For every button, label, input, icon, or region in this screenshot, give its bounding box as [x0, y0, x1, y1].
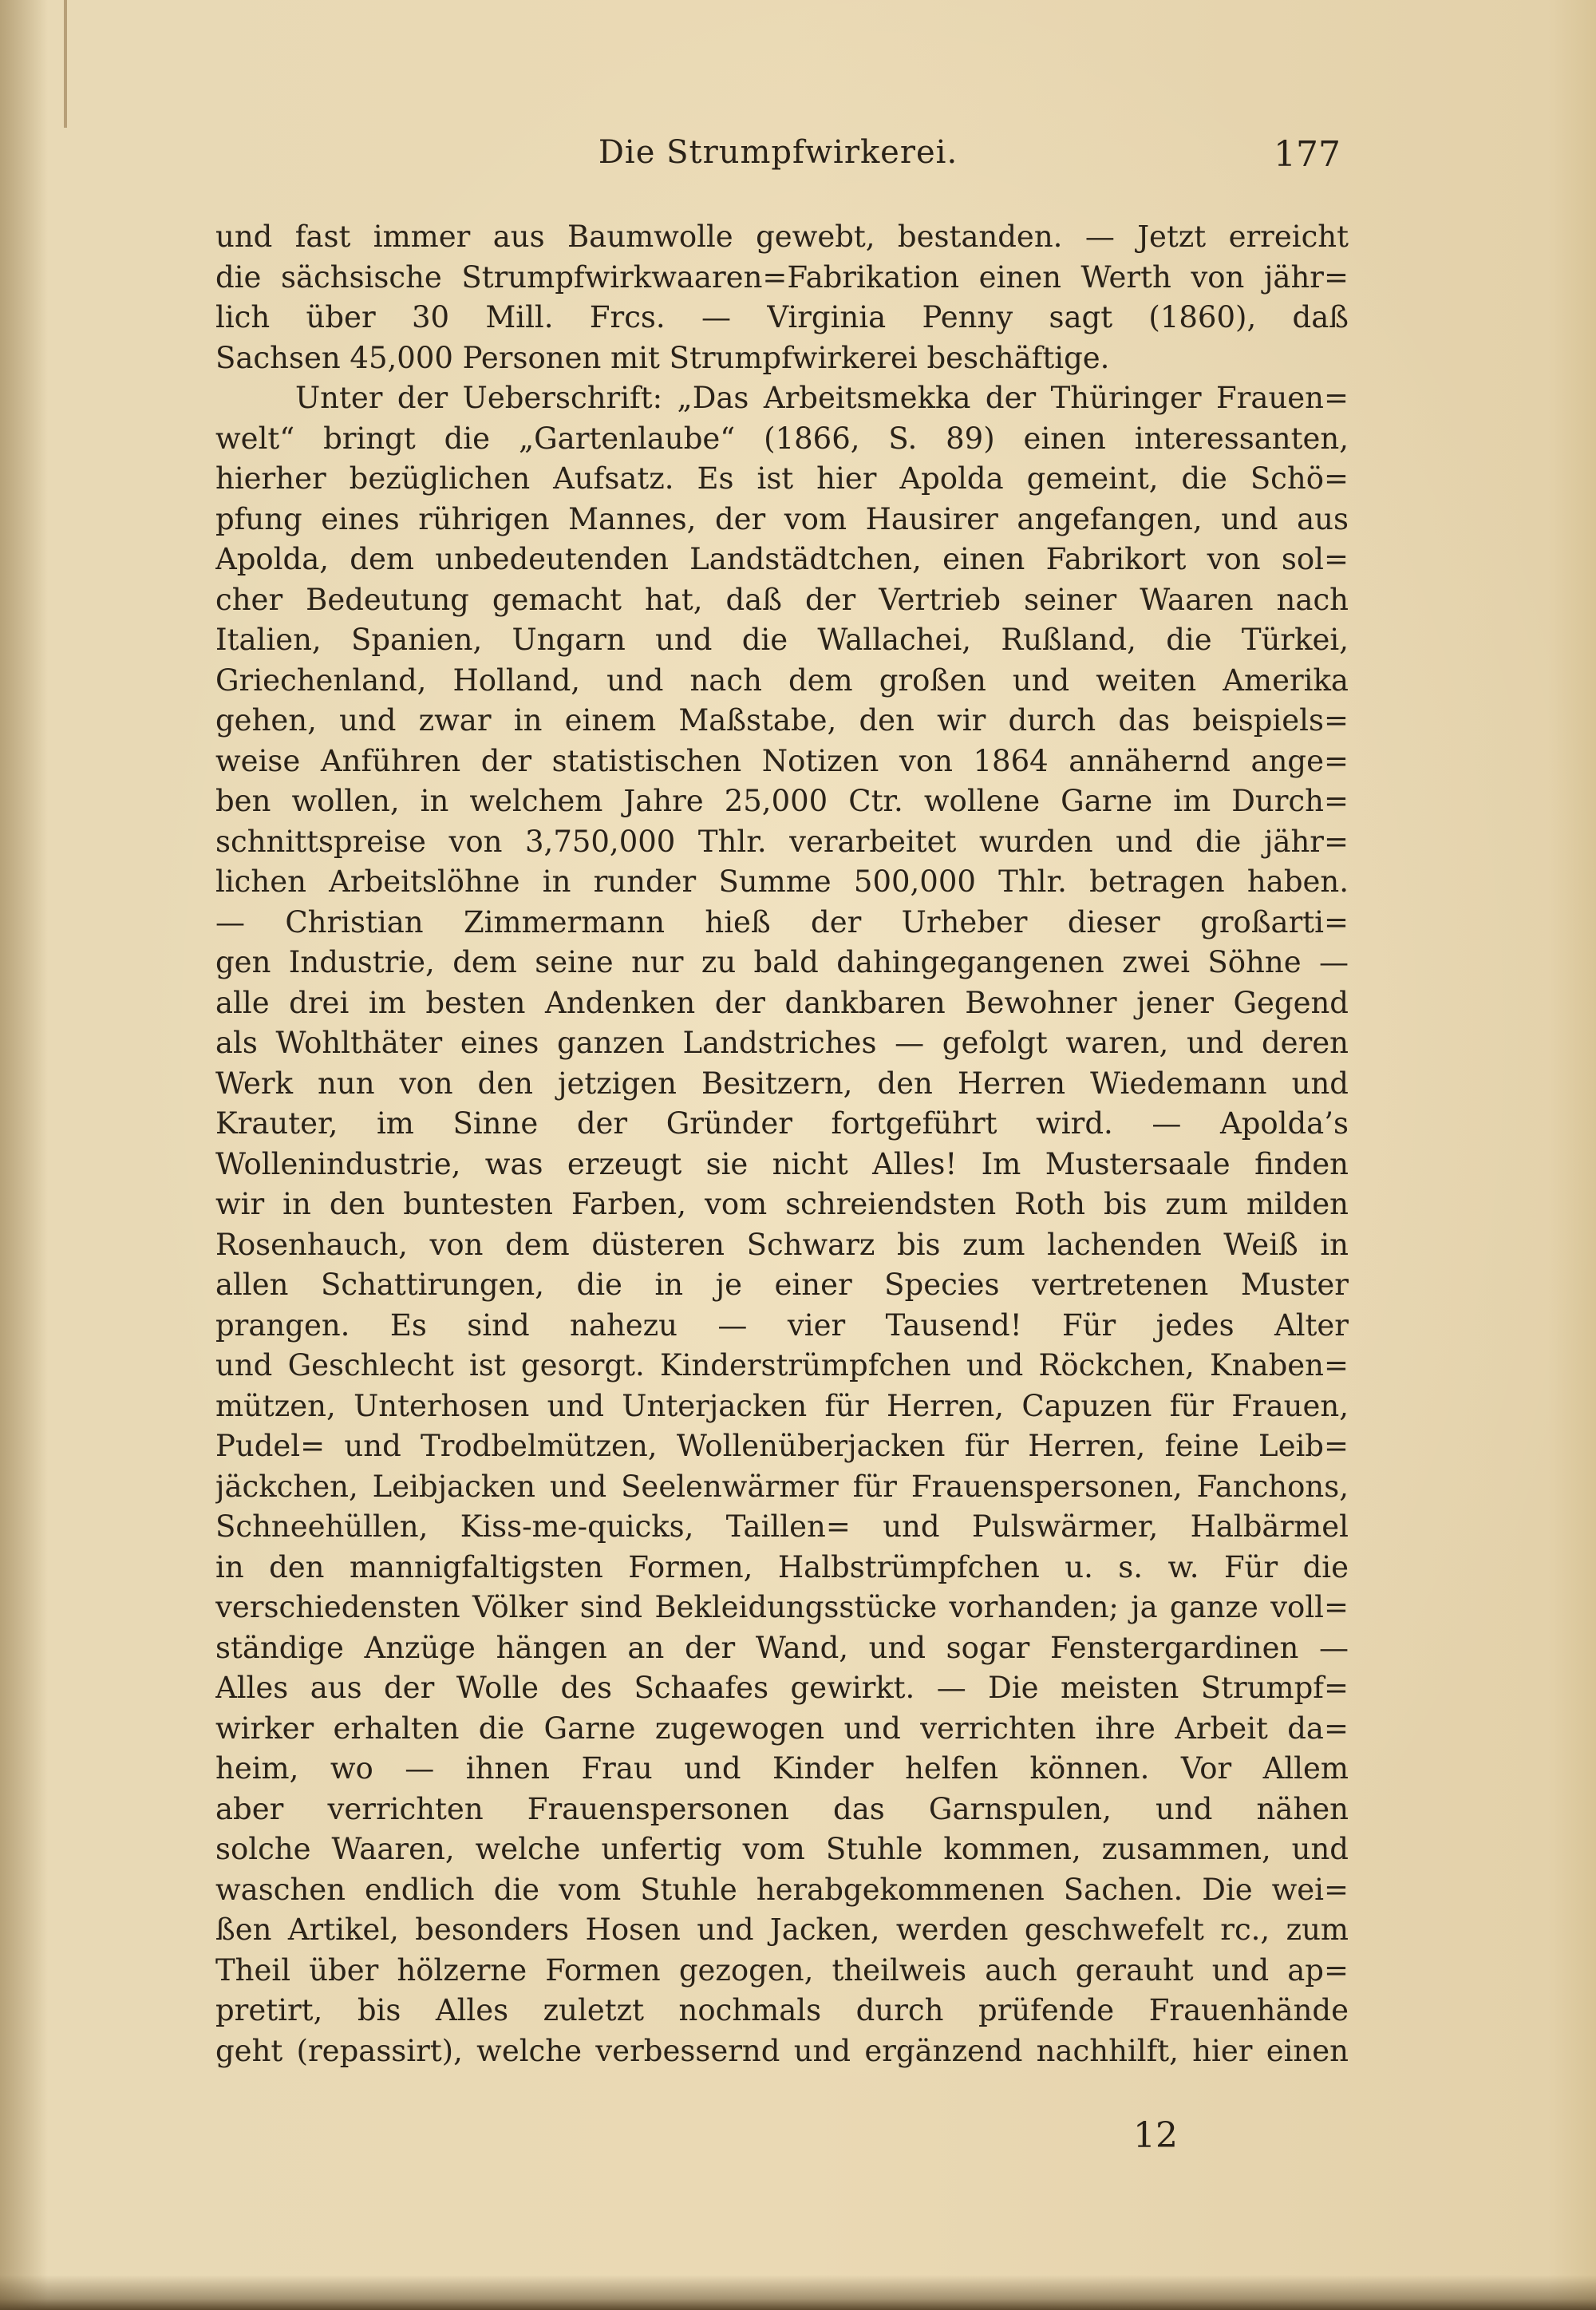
body-text — [215, 217, 1349, 2071]
text-line: aber verrichten Frauenspersonen das Garnspulen, und nähen — [215, 1791, 1349, 1826]
text-line: Italien, Spanien, Ungarn und die Wallachei, Rußland, die Türkei, — [215, 623, 1349, 657]
text-line: geht (repassirt), welche verbessernd und ergänzend nachhilft, hier einen — [215, 2033, 1349, 2068]
running-title: Die Strumpfwirkerei. — [598, 134, 958, 171]
text-line: Theil über hölzerne Formen gezogen, theilweis auch gerauht und ap= — [215, 1952, 1349, 1988]
text-line: Krauter, im Sinne der Gründer fortgeführt wird. — Apolda’s — [215, 1106, 1349, 1141]
text-line: pfung eines rührigen Mannes, der vom Hausirer angefangen, und aus — [215, 501, 1349, 536]
signature-mark: 12 — [1133, 2115, 1178, 2156]
binding-shadow — [0, 0, 48, 2310]
text-line: Unter der Ueberschrift: „Das Arbeitsmekka der Thüringer Frauen= — [295, 381, 1349, 415]
text-line: hierher bezüglichen Aufsatz. Es ist hier Apolda gemeint, die Schö= — [215, 461, 1349, 496]
text-line: Rosenhauch, von dem düsteren Schwarz bis zum lachenden Weiß in — [215, 1227, 1349, 1262]
text-line: wirker erhalten die Garne zugewogen und verrichten ihre Arbeit da= — [215, 1711, 1349, 1746]
text-line: allen Schattirungen, die in je einer Species vertretenen Muster — [215, 1268, 1349, 1302]
text-line: solche Waaren, welche unfertig vom Stuhle kommen, zusammen, und — [215, 1832, 1349, 1866]
text-line: alle drei im besten Andenken der dankbaren Bewohner jener Gegend — [215, 985, 1349, 1020]
text-line: und fast immer aus Baumwolle gewebt, bestanden. — Jetzt erreicht — [215, 220, 1349, 254]
text-line: gehen, und zwar in einem Maßstabe, den wir durch das beispiels= — [215, 703, 1349, 738]
text-line: weise Anführen der statistischen Notizen von 1864 annähernd ange= — [215, 743, 1349, 778]
text-line: Wollenindustrie, was erzeugt sie nicht Alles! Im Mustersaale finden — [215, 1146, 1349, 1181]
text-line: Werk nun von den jetzigen Besitzern, den Herren Wiedemann und — [215, 1066, 1349, 1101]
text-line: jäckchen, Leibjacken und Seelenwärmer für Frauenspersonen, Fanchons, — [215, 1469, 1349, 1504]
text-line: die sächsische Strumpfwirkwaaren=Fabrikation einen Werth von jähr= — [215, 259, 1349, 295]
text-line: Schneehüllen, Kiss-me-quicks, Taillen= und Pulswärmer, Halbärmel — [215, 1509, 1349, 1544]
text-line: pretirt, bis Alles zuletzt nochmals durch prüfende Frauenhände — [215, 1993, 1349, 2027]
text-line: ständige Anzüge hängen an der Wand, und sogar Fenstergardinen — — [215, 1630, 1349, 1665]
text-line: und Geschlecht ist gesorgt. Kinderstrümpfchen und Röckchen, Knaben= — [215, 1348, 1349, 1382]
text-line: Sachsen 45,000 Personen mit Strumpfwirkerei beschäftige. — [215, 340, 1110, 375]
text-line: schnittspreise von 3,750,000 Thlr. verarbeitet wurden und die jähr= — [215, 824, 1349, 859]
text-line: Apolda, dem unbedeutenden Landstädtchen, einen Fabrikort von sol= — [215, 542, 1349, 576]
page-number: 177 — [1274, 134, 1341, 175]
text-line: ßen Artikel, besonders Hosen und Jacken, werden geschwefelt rc., zum — [215, 1912, 1349, 1947]
text-line: heim, wo — ihnen Frau und Kinder helfen können. Vor Allem — [215, 1751, 1349, 1786]
text-line: gen Industrie, dem seine nur zu bald dahingegangenen zwei Söhne — — [215, 945, 1349, 979]
text-line: prangen. Es sind nahezu — vier Tausend! Für jedes Alter — [215, 1307, 1349, 1343]
text-line: lich über 30 Mill. Frcs. — Virginia Penny sagt (1860), daß — [215, 300, 1349, 334]
text-line: wir in den buntesten Farben, vom schreiendsten Roth bis zum milden — [215, 1187, 1349, 1221]
page-bottom-edge — [0, 2275, 1596, 2310]
text-line: Griechenland, Holland, und nach dem großen und weiten Amerika — [215, 663, 1349, 698]
text-line: cher Bedeutung gemacht hat, daß der Vertrieb seiner Waaren nach — [215, 582, 1349, 617]
text-line: verschiedensten Völker sind Bekleidungsstücke vorhanden; ja ganze voll= — [215, 1590, 1349, 1624]
text-line: mützen, Unterhosen und Unterjacken für Herren, Capuzen für Frauen, — [215, 1388, 1349, 1423]
text-line: welt“ bringt die „Gartenlaube“ (1866, S. 89) einen interessanten, — [215, 421, 1349, 456]
text-line: Alles aus der Wolle des Schaafes gewirkt. — Die meisten Strumpf= — [215, 1671, 1349, 1705]
text-line: Pudel= und Trodbelmützen, Wollenüberjacken für Herren, feine Leib= — [215, 1429, 1349, 1463]
text-line: lichen Arbeitslöhne in runder Summe 500,000 Thlr. betragen haben. — [215, 864, 1349, 899]
text-line: ben wollen, in welchem Jahre 25,000 Ctr. wollene Garne im Durch= — [215, 784, 1349, 818]
text-line: waschen endlich die vom Stuhle herabgekommenen Sachen. Die wei= — [215, 1872, 1349, 1907]
text-line: in den mannigfaltigsten Formen, Halbstrümpfchen u. s. w. Für die — [215, 1549, 1349, 1584]
running-head — [215, 134, 1341, 182]
text-line: als Wohlthäter eines ganzen Landstriches — gefolgt waren, und deren — [215, 1026, 1349, 1060]
binding-edge — [64, 0, 67, 128]
text-line: — Christian Zimmermann hieß der Urheber dieser großarti= — [215, 904, 1349, 939]
